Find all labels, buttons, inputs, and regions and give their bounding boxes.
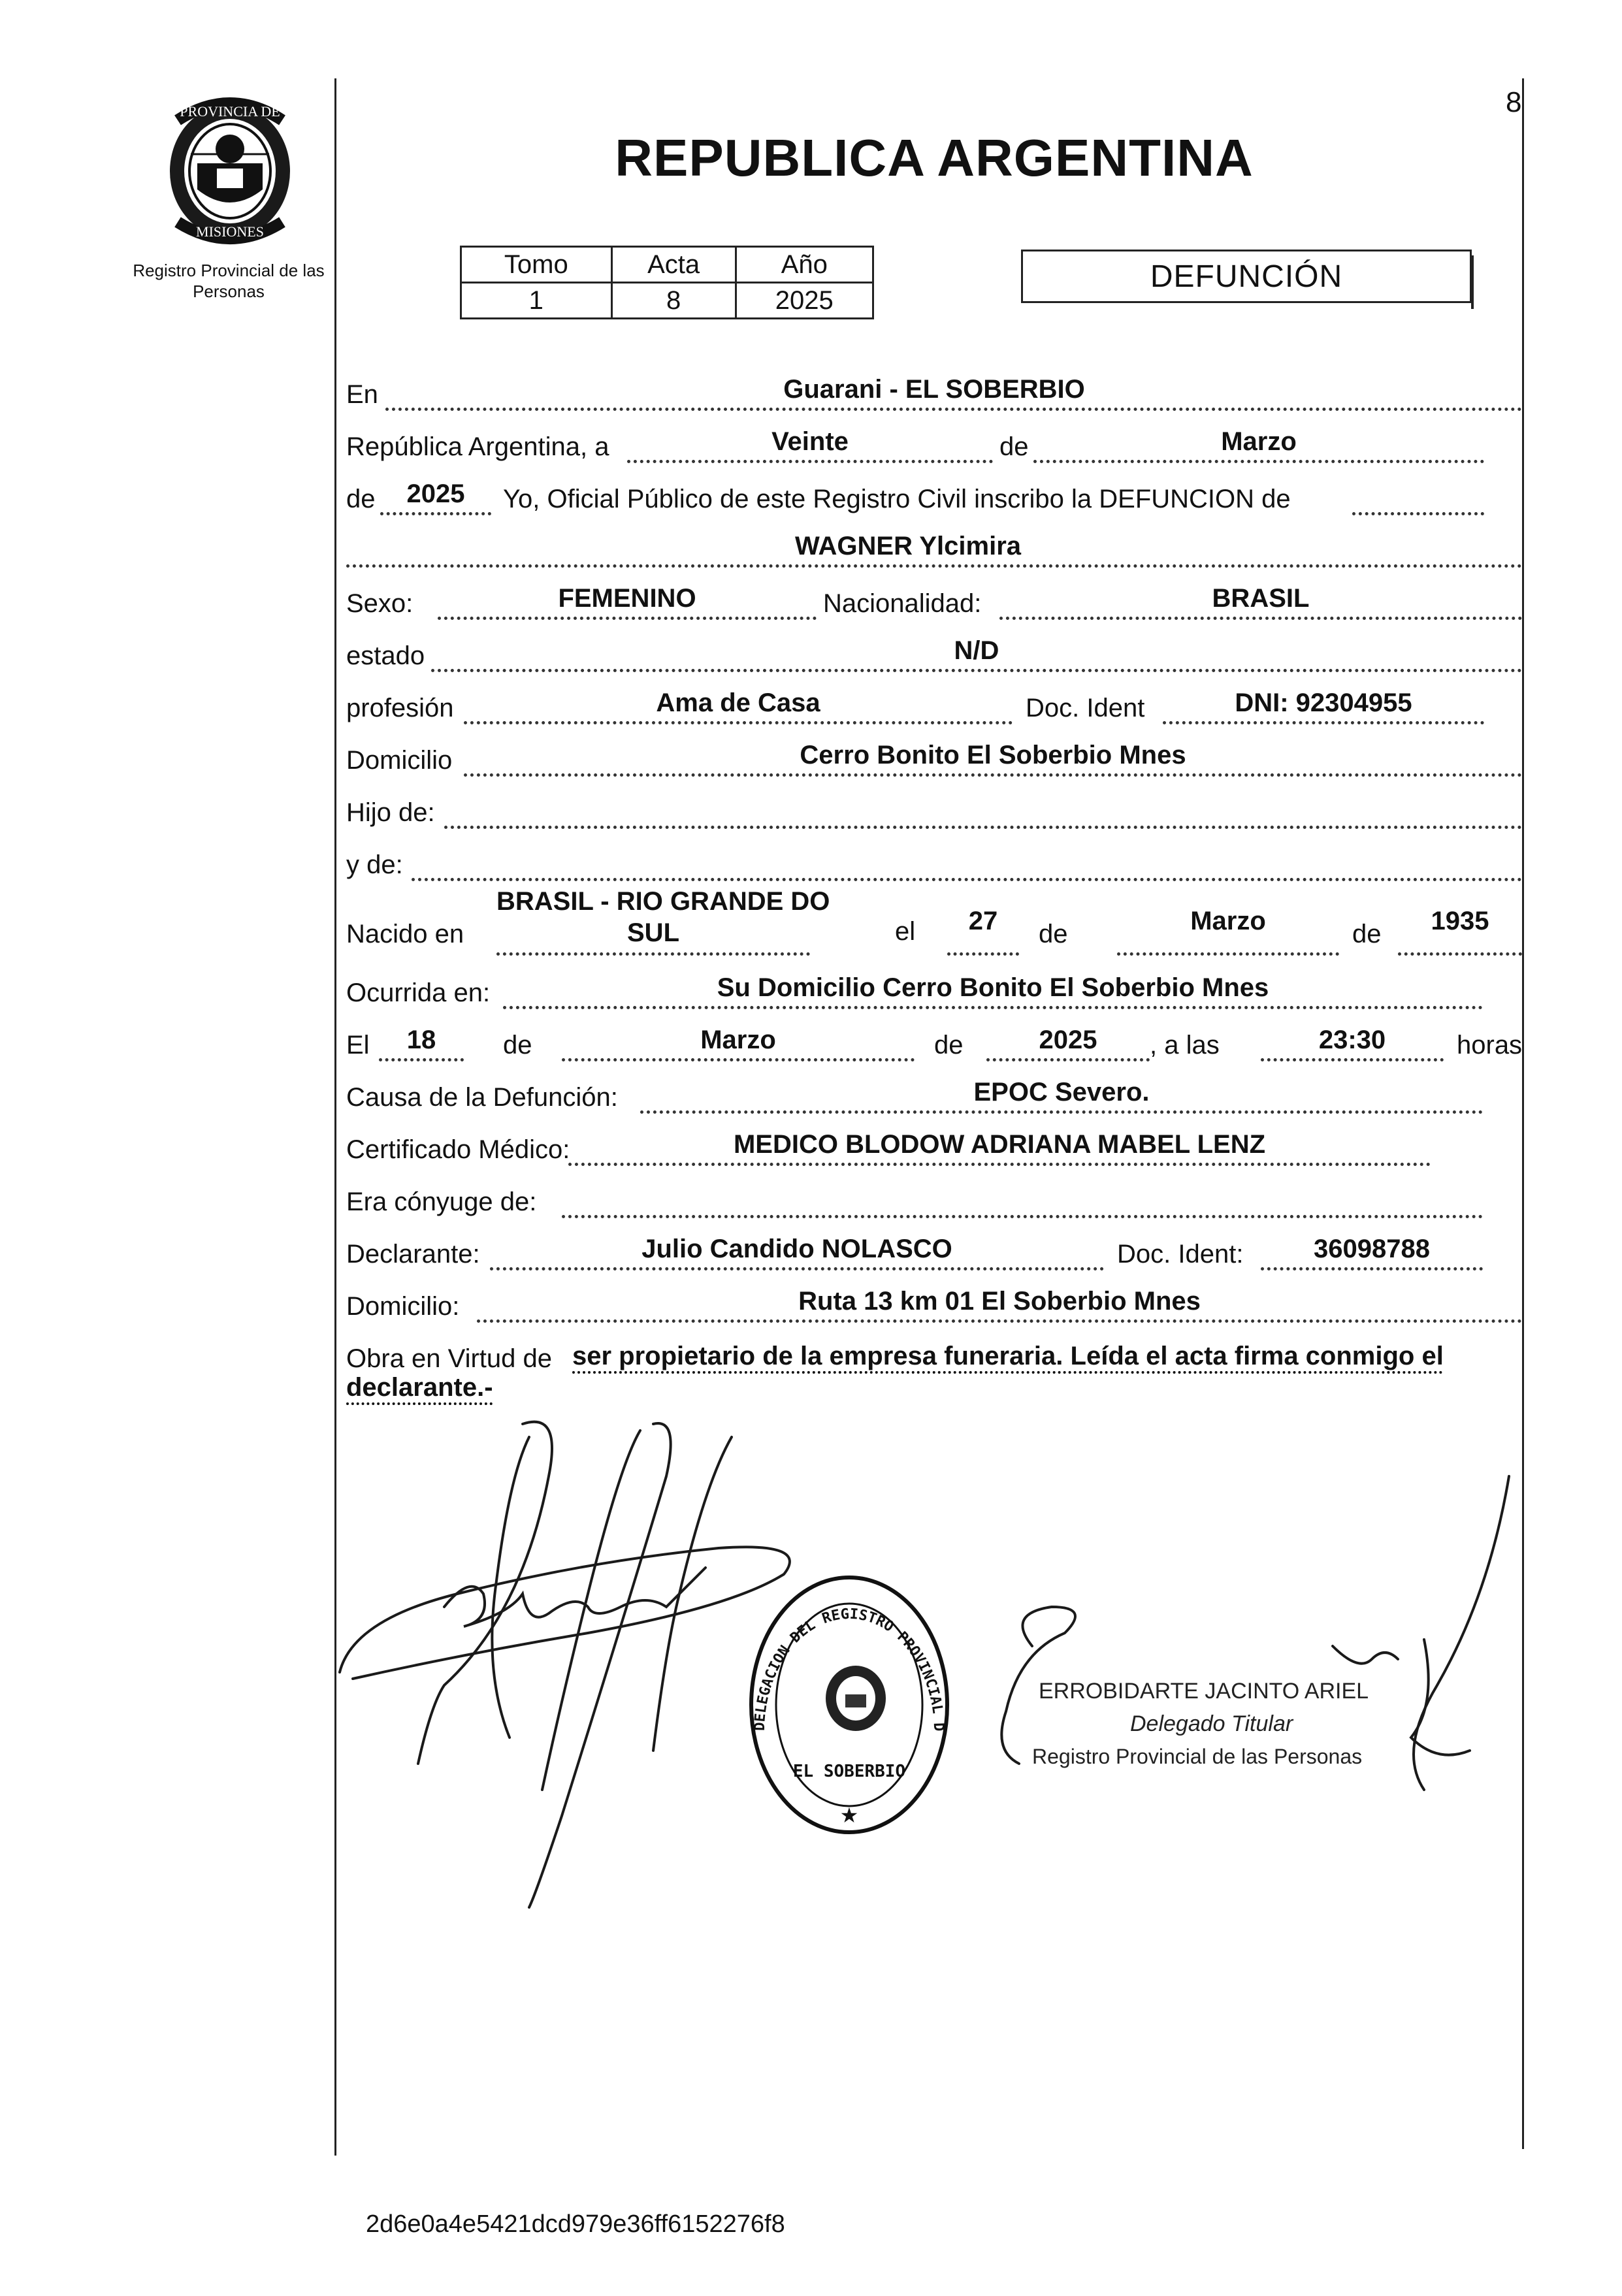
- row-obra: [346, 1330, 1522, 1402]
- declarante-dom-label: Domicilio:: [346, 1292, 460, 1321]
- death-time: 23:30: [1318, 1026, 1386, 1054]
- declarante-label: Declarante:: [346, 1240, 480, 1269]
- y-de-label: y de:: [346, 850, 403, 879]
- official-name: ERROBIDARTE JACINTO ARIEL: [1039, 1679, 1369, 1704]
- domicilio-value: Cerro Bonito El Soberbio Mnes: [800, 741, 1186, 769]
- stamp-center-text: EL SOBERBIO: [792, 1762, 906, 1781]
- death-de1-label: de: [503, 1031, 532, 1059]
- declarante-doc-value: 36098788: [1314, 1235, 1430, 1263]
- register-table: [460, 246, 874, 319]
- doc-label: Doc. Ident: [1026, 694, 1145, 722]
- sexo-value: FEMENINO: [558, 584, 696, 613]
- death-de2-label: de: [934, 1031, 964, 1059]
- birth-de2-label: de: [1352, 920, 1382, 948]
- row-causa: [346, 1069, 1522, 1116]
- register-table-header: [461, 247, 873, 283]
- en-value: Guarani - EL SOBERBIO: [783, 375, 1085, 404]
- ocurrida-label: Ocurrida en:: [346, 978, 491, 1007]
- row-death-date: [346, 1016, 1522, 1063]
- row-sexo: [346, 575, 1522, 622]
- row-year: [346, 470, 1522, 517]
- record-type: DEFUNCIÓN: [1150, 259, 1343, 294]
- row-date: [346, 418, 1522, 465]
- page-title: REPUBLICA ARGENTINA: [615, 129, 1254, 187]
- anio-header: Año: [736, 247, 873, 283]
- birth-el-label: el: [895, 917, 916, 946]
- row-domicilio: [346, 732, 1522, 779]
- nacido-place-line2: SUL: [627, 918, 679, 947]
- row-certificado: [346, 1121, 1522, 1168]
- svg-text:PROVINCIA DE: PROVINCIA DE: [180, 103, 280, 120]
- row-profesion: [346, 679, 1522, 726]
- inscribe-text: Yo, Oficial Público de este Registro Civil inscribo la DEFUNCION de: [503, 485, 1291, 513]
- profesion-value: Ama de Casa: [656, 688, 820, 717]
- svg-text:MISIONES: MISIONES: [196, 223, 264, 240]
- alas-label: , a las: [1150, 1031, 1220, 1059]
- registry-name: Registro Provincial de las Personas: [133, 261, 325, 301]
- declarante-value: Julio Candido NOLASCO: [641, 1235, 952, 1263]
- republic-label: República Argentina, a: [346, 432, 609, 461]
- conyuge-label: Era cónyuge de:: [346, 1188, 537, 1216]
- birth-day: 27: [968, 907, 998, 935]
- signature-area: [314, 1398, 1522, 1986]
- doc-value: DNI: 92304955: [1235, 688, 1412, 717]
- right-margin-line: [1522, 78, 1524, 2149]
- stamp-ring-text: DELEGACION DEL REGISTRO PROVINCIAL D: [751, 1606, 947, 1732]
- official-role: Delegado Titular: [1130, 1711, 1293, 1736]
- year-prefix: de: [346, 485, 376, 513]
- acta-header: Acta: [611, 247, 736, 283]
- page-number: 8: [1506, 86, 1522, 118]
- profesion-label: profesión: [346, 694, 454, 722]
- nacido-place-line1: BRASIL - RIO GRANDE DO: [496, 887, 830, 916]
- death-el-label: El: [346, 1031, 370, 1059]
- death-year: 2025: [1039, 1026, 1097, 1054]
- obra-value-line1: ser propietario de la empresa funeraria. Leída el acta firma conmigo el: [572, 1342, 1444, 1370]
- record-type-box: [1021, 250, 1472, 303]
- row-conyuge: [346, 1173, 1522, 1220]
- row-declarante-domicilio: [346, 1278, 1522, 1325]
- birth-de1-label: de: [1039, 920, 1068, 948]
- acta-value: 8: [611, 283, 736, 319]
- declarante-doc-label: Doc. Ident:: [1117, 1240, 1244, 1269]
- causa-value: EPOC Severo.: [973, 1078, 1150, 1107]
- misiones-crest: [152, 91, 308, 248]
- de-label: de: [999, 432, 1029, 461]
- declarante-dom-value: Ruta 13 km 01 El Soberbio Mnes: [798, 1287, 1201, 1316]
- deceased-name: WAGNER Ylcimira: [794, 532, 1022, 560]
- nacionalidad-label: Nacionalidad:: [823, 589, 982, 618]
- en-label: En: [346, 380, 378, 409]
- death-day: 18: [406, 1026, 436, 1054]
- domicilio-label: Domicilio: [346, 746, 453, 775]
- row-hijo: [346, 784, 1522, 831]
- causa-label: Causa de la Defunción:: [346, 1083, 618, 1112]
- row-estado: [346, 627, 1522, 674]
- obra-label: Obra en Virtud de: [346, 1344, 553, 1373]
- document-hash: 2d6e0a4e5421dcd979e36ff6152276f8: [366, 2210, 785, 2238]
- day-word: Veinte: [771, 427, 849, 456]
- birth-year: 1935: [1431, 907, 1489, 935]
- nacionalidad-value: BRASIL: [1212, 584, 1310, 613]
- row-nacido: [346, 887, 1522, 959]
- obra-value-line2: declarante.-: [346, 1373, 493, 1402]
- estado-value: N/D: [954, 636, 999, 665]
- anio-value: 2025: [736, 283, 873, 319]
- nacido-label: Nacido en: [346, 920, 464, 948]
- row-ocurrida: [346, 964, 1522, 1011]
- ocurrida-value: Su Domicilio Cerro Bonito El Soberbio Mnes: [717, 973, 1269, 1002]
- birth-month: Marzo: [1190, 907, 1266, 935]
- row-deceased-name: [346, 523, 1522, 570]
- register-table-values: [461, 283, 873, 319]
- certificado-value: MEDICO BLODOW ADRIANA MABEL LENZ: [733, 1130, 1266, 1159]
- certificado-label: Certificado Médico:: [346, 1135, 570, 1164]
- row-y-de: [346, 836, 1522, 883]
- year-value: 2025: [406, 479, 465, 508]
- month-word: Marzo: [1221, 427, 1297, 456]
- hijo-label: Hijo de:: [346, 798, 435, 827]
- horas-label: horas: [1457, 1031, 1523, 1059]
- official-org: Registro Provincial de las Personas: [1032, 1745, 1363, 1768]
- sexo-label: Sexo:: [346, 589, 414, 618]
- tomo-value: 1: [461, 283, 612, 319]
- death-month: Marzo: [700, 1026, 776, 1054]
- registry-stamp: [751, 1577, 947, 1832]
- estado-label: estado: [346, 641, 425, 670]
- star-icon: ★: [839, 1803, 859, 1827]
- row-en: [346, 366, 1522, 413]
- tomo-header: Tomo: [461, 247, 612, 283]
- row-declarante: [346, 1225, 1522, 1272]
